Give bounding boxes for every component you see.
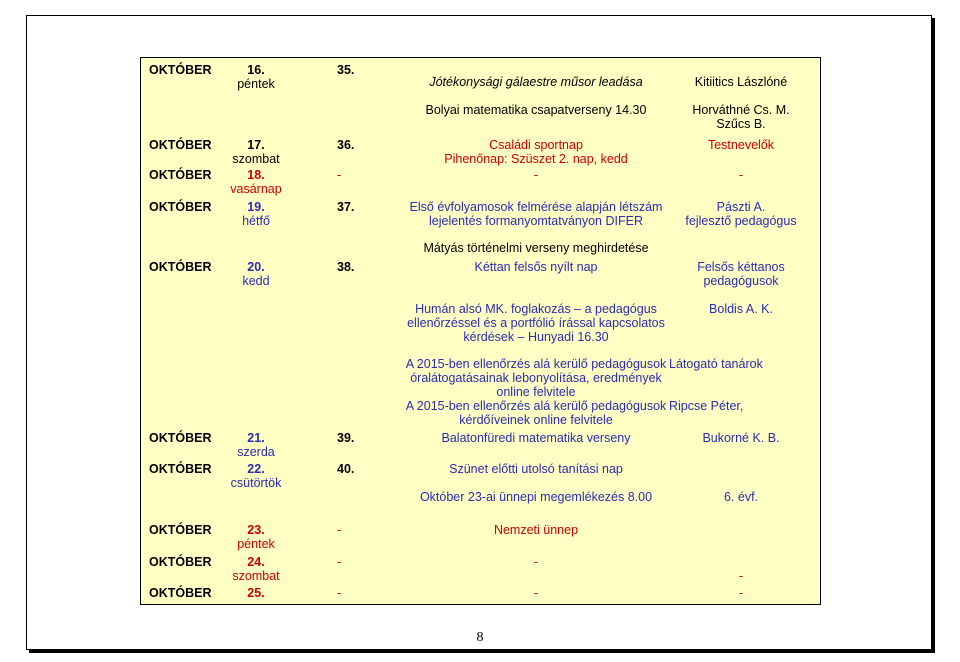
- day-number: 19.: [247, 200, 265, 214]
- weekday: hétfő: [242, 214, 270, 228]
- event-text: kérdőíveinek online felvitele: [459, 413, 613, 427]
- responsible-person: Felsős kéttanos: [697, 260, 785, 274]
- month-label: OKTÓBER: [149, 523, 212, 537]
- event-text: Mátyás történelmi verseny meghirdetése: [423, 241, 649, 255]
- event-text: -: [533, 555, 539, 569]
- day-number: 22.: [247, 462, 265, 476]
- item-number: 36.: [337, 138, 355, 152]
- event-text: A 2015-ben ellenőrzés alá kerülő pedagógusok: [405, 357, 667, 371]
- event-text: -: [533, 586, 539, 600]
- day-number: 18.: [247, 168, 265, 182]
- responsible-person: Testnevelők: [707, 138, 774, 152]
- weekday: szerda: [237, 445, 275, 459]
- responsible-person: Pászti A.: [716, 200, 766, 214]
- responsible-person: -: [738, 586, 744, 600]
- month-label: OKTÓBER: [149, 555, 212, 569]
- responsible-person: -: [738, 168, 744, 182]
- day-number: 23.: [247, 523, 265, 537]
- event-text: Pihenőnap: Szüszet 2. nap, kedd: [444, 152, 628, 166]
- weekday: péntek: [237, 77, 275, 91]
- month-label: OKTÓBER: [149, 200, 212, 214]
- month-label: OKTÓBER: [149, 168, 212, 182]
- item-number: -: [337, 586, 342, 600]
- event-text: Balatonfüredi matematika verseny: [441, 431, 631, 445]
- item-number: 35.: [337, 63, 355, 77]
- weekday: szombat: [232, 569, 280, 583]
- responsible-person: fejlesztő pedagógus: [685, 214, 797, 228]
- month-label: OKTÓBER: [149, 260, 212, 274]
- day-number: 20.: [247, 260, 265, 274]
- day-number: 25.: [247, 586, 265, 600]
- item-number: 37.: [337, 200, 355, 214]
- item-number: -: [337, 523, 342, 537]
- weekday: csütörtök: [230, 476, 282, 490]
- responsible-person: Szűcs B.: [716, 117, 766, 131]
- responsible-person: Horváthné Cs. M.: [692, 103, 790, 117]
- event-text: Családi sportnap: [489, 138, 583, 152]
- event-text: Október 23-ai ünnepi megemlékezés 8.00: [419, 490, 653, 504]
- event-text: A 2015-ben ellenőrzés alá kerülő pedagógusok: [405, 399, 667, 413]
- responsible-person: Bukorné K. B.: [702, 431, 780, 445]
- weekday: vasárnap: [230, 182, 282, 196]
- weekday: szombat: [232, 152, 280, 166]
- item-number: 39.: [337, 431, 355, 445]
- event-text: lejelentés formanyomtatványon DIFER: [429, 214, 643, 228]
- item-number: -: [337, 555, 342, 569]
- responsible-person: 6. évf.: [723, 490, 759, 504]
- event-text: Szünet előtti utolsó tanítási nap: [449, 462, 623, 476]
- item-number: 38.: [337, 260, 355, 274]
- event-text: Nemzeti ünnep: [493, 523, 579, 537]
- responsible-person: Ripcse Péter,: [669, 399, 744, 413]
- responsible-person: Kitiitics Lászlóné: [694, 75, 788, 89]
- responsible-person: Boldis A. K.: [709, 302, 773, 316]
- item-number: -: [337, 168, 342, 182]
- month-label: OKTÓBER: [149, 63, 212, 77]
- event-text: Bolyai matematika csapatverseny 14.30: [425, 103, 647, 117]
- event-text: Humán alsó MK. foglakozás – a pedagógus: [415, 302, 657, 316]
- day-number: 24.: [247, 555, 265, 569]
- month-label: OKTÓBER: [149, 462, 212, 476]
- event-text: Kéttan felsős nyílt nap: [474, 260, 598, 274]
- event-text: -: [533, 168, 539, 182]
- day-number: 21.: [247, 431, 265, 445]
- event-text: kérdések – Hunyadi 16.30: [463, 330, 609, 344]
- schedule-table: [140, 57, 821, 605]
- event-text: Jótékonysági gálaestre műsor leadása: [429, 75, 643, 89]
- event-text: ellenőrzéssel és a portfólió írással kapcsolatos: [407, 316, 665, 330]
- weekday: péntek: [237, 537, 275, 551]
- event-text: óralátogatásainak lebonyolítása, eredmények: [410, 371, 662, 385]
- page-number: 8: [476, 630, 484, 645]
- month-label: OKTÓBER: [149, 431, 212, 445]
- event-text: Első évfolyamosok felmérése alapján létszám: [409, 200, 663, 214]
- item-number: 40.: [337, 462, 355, 476]
- day-number: 16.: [247, 63, 265, 77]
- responsible-person: Látogató tanárok: [669, 357, 763, 371]
- month-label: OKTÓBER: [149, 586, 212, 600]
- month-label: OKTÓBER: [149, 138, 212, 152]
- responsible-person: pedagógusok: [703, 274, 779, 288]
- day-number: 17.: [247, 138, 265, 152]
- event-text: online felvitele: [496, 385, 576, 399]
- responsible-person: -: [738, 569, 744, 583]
- weekday: kedd: [242, 274, 270, 288]
